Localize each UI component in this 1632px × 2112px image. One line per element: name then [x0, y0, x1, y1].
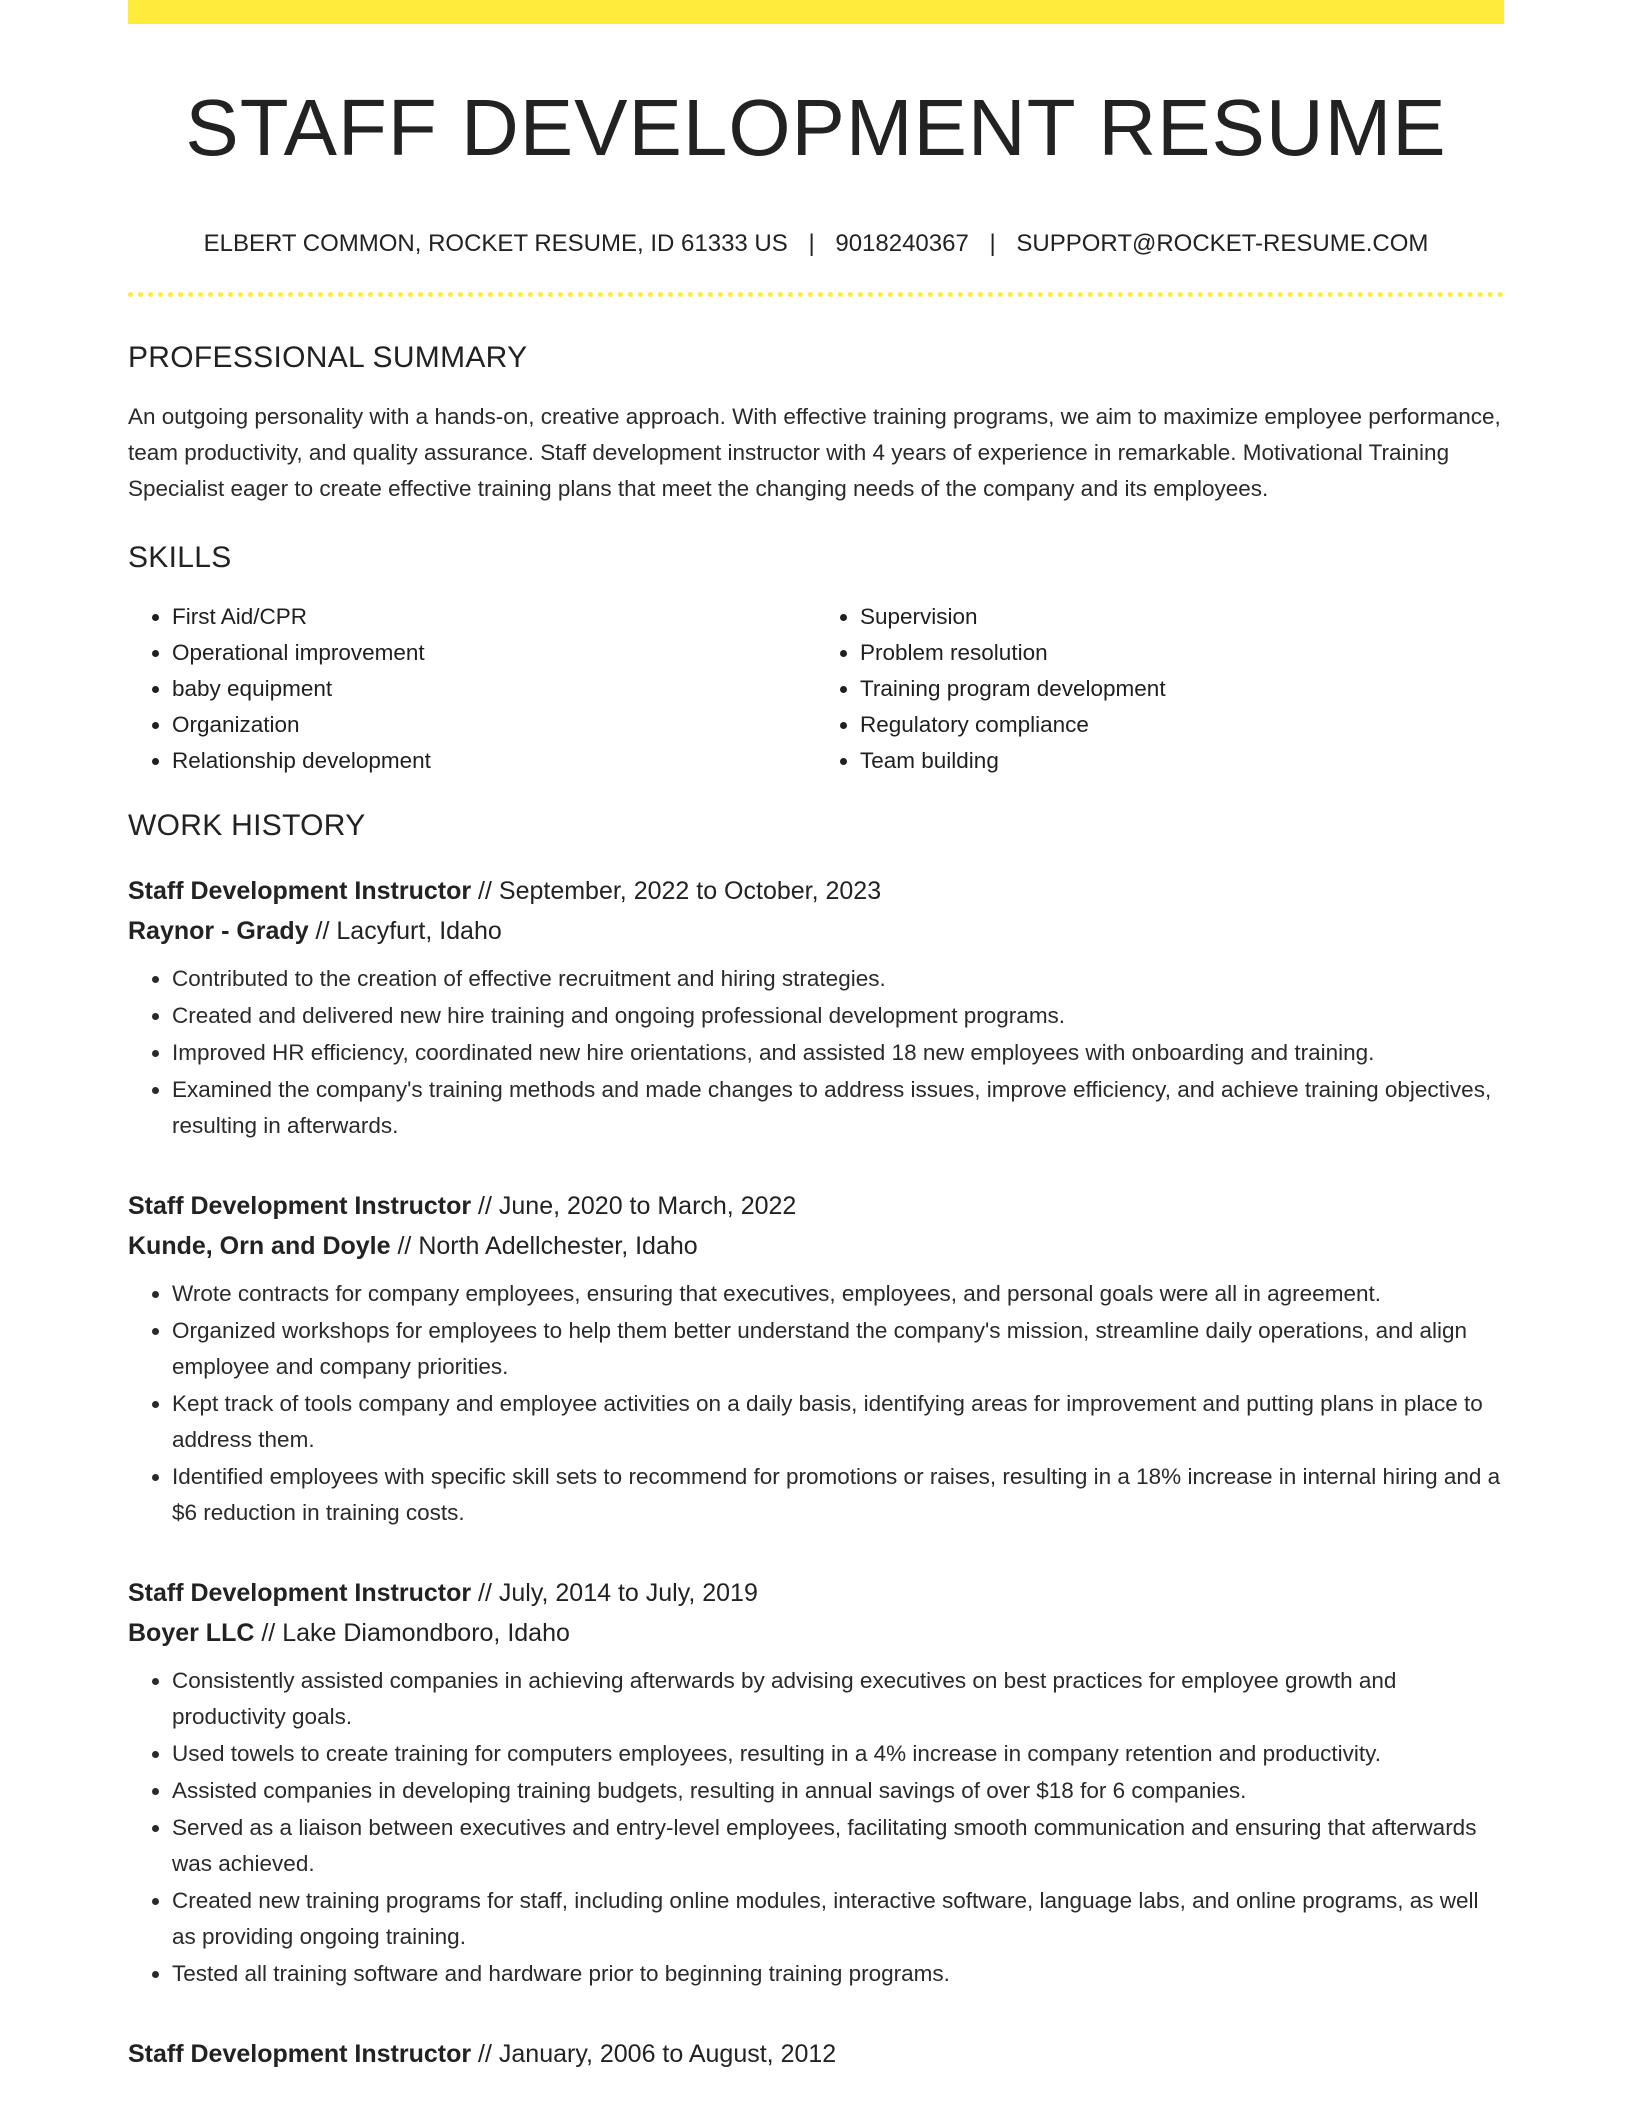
- job-company-line: [128, 911, 1504, 951]
- job-location: // Lacyfurt, Idaho: [308, 917, 502, 945]
- work-history-section: [128, 809, 1504, 2074]
- job-location: // Lake Diamondboro, Idaho: [254, 1619, 570, 1647]
- contact-line: [128, 230, 1504, 258]
- job-entry: [128, 1573, 1504, 1992]
- job-location: // North Adellchester, Idaho: [390, 1232, 698, 1260]
- job-title: Staff Development Instructor: [128, 1579, 472, 1607]
- summary-heading: PROFESSIONAL SUMMARY: [128, 341, 528, 374]
- job-company: Kunde, Orn and Doyle: [128, 1232, 391, 1260]
- job-company-line: [128, 1613, 1504, 1653]
- job-bullet: • Kept track of tools company and employee activities on a daily basis, identifying areas for improvement and putting plans in place to address them.: [172, 1386, 1504, 1458]
- job-bullet: • Assisted companies in developing training budgets, resulting in annual savings of over $18 for 6 companies.: [172, 1773, 1504, 1809]
- job-company-line: [128, 1226, 1504, 1266]
- job-entry: [128, 2034, 1504, 2074]
- skills-grid: [128, 599, 1504, 779]
- skill-item: • baby equipment: [172, 671, 816, 707]
- skill-item: • First Aid/CPR: [172, 599, 816, 635]
- skill-item: • Supervision: [860, 599, 1504, 635]
- job-dates: // July, 2014 to July, 2019: [471, 1579, 758, 1607]
- skill-item: • Relationship development: [172, 743, 816, 779]
- skill-item: • Operational improvement: [172, 635, 816, 671]
- skills-heading: SKILLS: [128, 541, 232, 574]
- resume-page: [128, 0, 1504, 2074]
- job-bullet: • Improved HR efficiency, coordinated new hire orientations, and assisted 18 new employees with onboarding and training.: [172, 1035, 1504, 1071]
- skill-item: • Organization: [172, 707, 816, 743]
- contact-phone: 9018240367: [835, 230, 969, 257]
- job-bullet: • Identified employees with specific skill sets to recommend for promotions or raises, resulting in a 18% increase in internal hiring and a $6 reduction in training costs.: [172, 1459, 1504, 1531]
- skill-item: • Team building: [860, 743, 1504, 779]
- job-bullet: • Used towels to create training for computers employees, resulting in a 4% increase in company retention and productivity.: [172, 1736, 1504, 1772]
- accent-top-bar: [128, 0, 1504, 24]
- job-title-line: [128, 1573, 1504, 1613]
- job-title: Staff Development Instructor: [128, 1192, 472, 1220]
- job-title-line: [128, 871, 1504, 911]
- job-dates: // January, 2006 to August, 2012: [471, 2040, 837, 2068]
- summary-text: An outgoing personality with a hands-on, creative approach. With effective training programs, we aim to maximize employee performance, team productivity, and quality assurance. Staff development instructor with 4 years of experience in remarkable. Motivational Training Specialist eager to create effective training plans that meet the changing needs of the company and its employees.: [128, 404, 1501, 501]
- job-title: Staff Development Instructor: [128, 2040, 472, 2068]
- skills-column-left: [128, 599, 816, 779]
- job-bullets: [128, 1663, 1504, 1992]
- summary-section: [128, 341, 1504, 507]
- job-title-line: [128, 2034, 1504, 2074]
- job-bullet: • Contributed to the creation of effective recruitment and hiring strategies.: [172, 961, 1504, 997]
- job-bullet: • Created new training programs for staff, including online modules, interactive software, language labs, and online programs, as well as providing ongoing training.: [172, 1883, 1504, 1955]
- contact-separator: |: [989, 230, 996, 257]
- skill-item: • Problem resolution: [860, 635, 1504, 671]
- header-divider: [128, 292, 1504, 297]
- skills-column-right: [816, 599, 1504, 779]
- job-bullet: • Tested all training software and hardware prior to beginning training programs.: [172, 1956, 1504, 1992]
- job-entry: [128, 1186, 1504, 1531]
- page-title: STAFF DEVELOPMENT RESUME: [185, 83, 1447, 172]
- job-dates: // June, 2020 to March, 2022: [471, 1192, 797, 1220]
- job-bullets: [128, 961, 1504, 1144]
- work-history-heading: WORK HISTORY: [128, 809, 366, 842]
- job-bullet: • Created and delivered new hire training and ongoing professional development programs.: [172, 998, 1504, 1034]
- job-bullet: • Organized workshops for employees to help them better understand the company's mission, streamline daily operations, and align employee and company priorities.: [172, 1313, 1504, 1385]
- contact-separator: |: [808, 230, 815, 257]
- job-entry: [128, 871, 1504, 1144]
- job-bullet: • Served as a liaison between executives and entry-level employees, facilitating smooth communication and ensuring that afterwards was achieved.: [172, 1810, 1504, 1882]
- skills-section: [128, 541, 1504, 779]
- job-title-line: [128, 1186, 1504, 1226]
- job-bullet: • Consistently assisted companies in achieving afterwards by advising executives on best practices for employee growth and productivity goals.: [172, 1663, 1504, 1735]
- contact-email: SUPPORT@ROCKET-RESUME.COM: [1016, 230, 1429, 257]
- job-title: Staff Development Instructor: [128, 877, 472, 905]
- job-bullet: • Examined the company's training methods and made changes to address issues, improve efficiency, and achieve training objectives, resulting in afterwards.: [172, 1072, 1504, 1144]
- job-company: Raynor - Grady: [128, 917, 309, 945]
- job-dates: // September, 2022 to October, 2023: [471, 877, 882, 905]
- job-company: Boyer LLC: [128, 1619, 255, 1647]
- job-bullet: • Wrote contracts for company employees, ensuring that executives, employees, and personal goals were all in agreement.: [172, 1276, 1504, 1312]
- contact-address: ELBERT COMMON, ROCKET RESUME, ID 61333 US: [203, 230, 788, 257]
- job-bullets: [128, 1276, 1504, 1531]
- skill-item: • Regulatory compliance: [860, 707, 1504, 743]
- skill-item: • Training program development: [860, 671, 1504, 707]
